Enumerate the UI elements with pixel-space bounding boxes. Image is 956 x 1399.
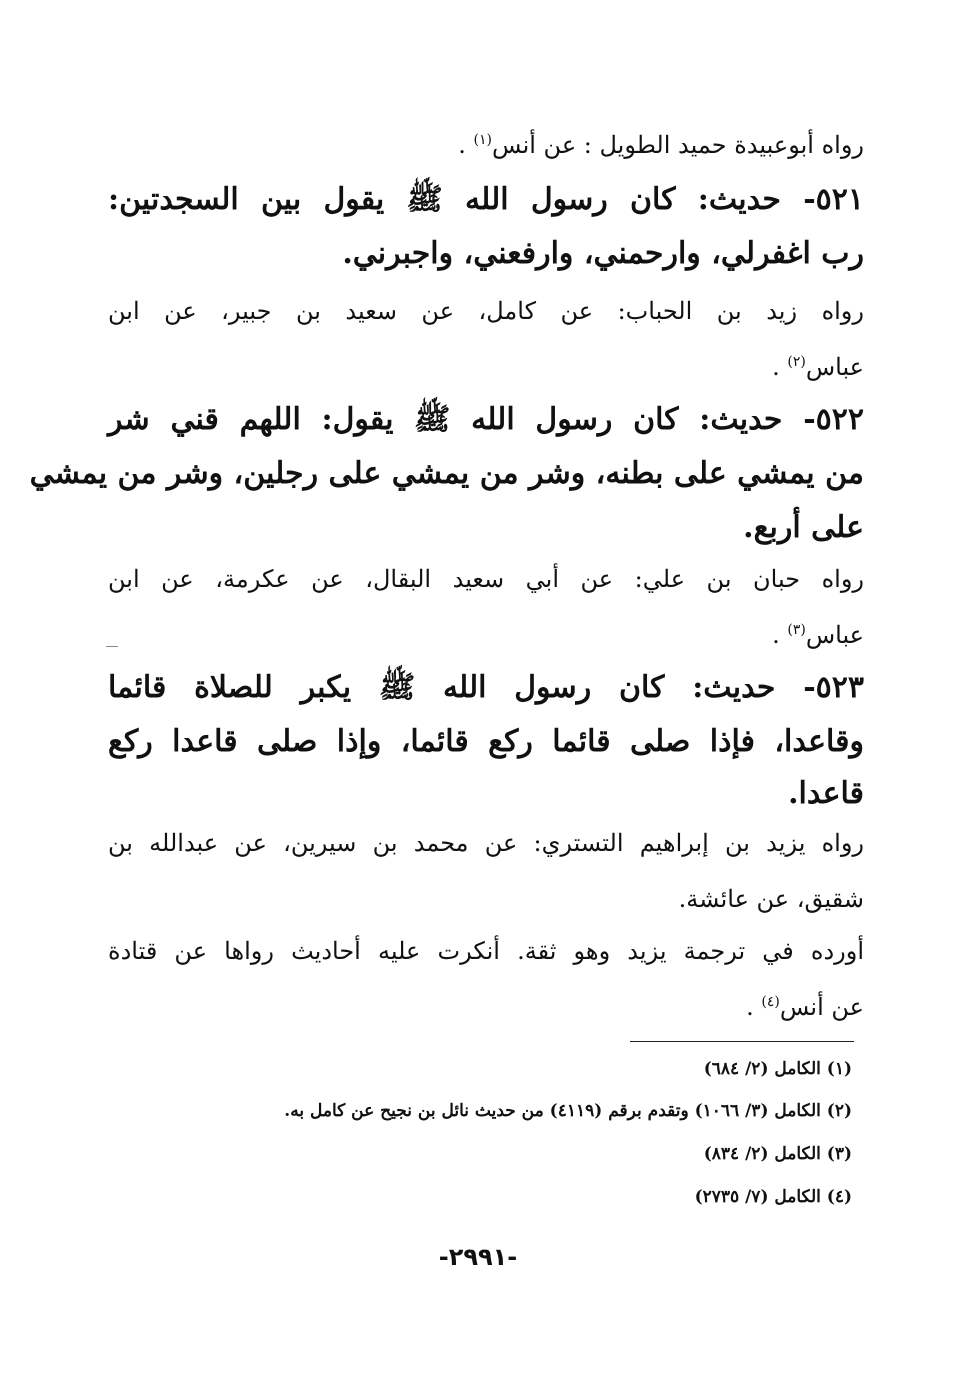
narration-522-line-2: عباس$^{(٣)}$ . bbox=[772, 621, 864, 649]
hadith-522-line-1: ٥٢٢- حديث: كان رسول الله ﷺ يقول: اللهم قني شر bbox=[108, 402, 864, 437]
page-number: -٢٩٩١- bbox=[438, 1243, 518, 1271]
footnote-4: (٤) الكامل (٧/ ٢٧٣٥) bbox=[694, 1187, 852, 1207]
footnote-1: (١) الكامل (٢/ ٦٨٤) bbox=[703, 1059, 852, 1079]
footnote-ref[interactable]: (٣) bbox=[787, 622, 806, 638]
footnote-separator bbox=[630, 1041, 854, 1042]
narration-522-line-1: رواه حبان بن علي: عن أبي سعيد البقال، عن عكرمة، عن ابن bbox=[108, 565, 864, 593]
narration-521-line-1: رواه زيد بن الحباب: عن كامل، عن سعيد بن جبير، عن ابن bbox=[108, 297, 864, 325]
commentary-line-2: عن أنس$^{(٤)}$ . bbox=[746, 993, 864, 1021]
footnote-ref[interactable]: (٤) bbox=[761, 994, 780, 1010]
footnote-ref[interactable]: (٢) bbox=[787, 354, 806, 370]
narration-523-line-2: شقيق، عن عائشة. bbox=[678, 885, 864, 913]
scan-artifact bbox=[106, 646, 118, 647]
narration-line: رواه أبوعبيدة حميد الطويل : عن أنس$^{(١)}$ . bbox=[458, 131, 864, 159]
footnote-2: (٢) الكامل (٣/ ١٠٦٦) وتقدم برقم (٤١١٩) من حديث نائل بن نجيح عن كامل به. bbox=[284, 1101, 852, 1121]
hadith-523-line-1: ٥٢٣- حديث: كان رسول الله ﷺ يكبر للصلاة قائما bbox=[108, 670, 864, 705]
hadith-523-line-2: وقاعدا، فإذا صلى قائما ركع قائما، وإذا صلى قاعدا ركع bbox=[108, 724, 864, 759]
hadith-521-line-1: ٥٢١- حديث: كان رسول الله ﷺ يقول بين السجدتين: bbox=[108, 182, 864, 217]
footnote-ref[interactable]: (١) bbox=[473, 132, 492, 148]
hadith-521-line-2: رب اغفرلي، وارحمني، وارفعني، واجبرني. bbox=[342, 236, 864, 271]
commentary-line-1: أورده في ترجمة يزيد وهو ثقة. أنكرت عليه أحاديث رواها عن قتادة bbox=[108, 937, 864, 965]
hadith-522-line-3: على أربع. bbox=[743, 510, 864, 545]
narration-523-line-1: رواه يزيد بن إبراهيم التستري: عن محمد بن سيرين، عن عبدالله بن bbox=[108, 829, 864, 857]
hadith-523-line-3: قاعدا. bbox=[788, 776, 864, 811]
hadith-522-line-2: من يمشي على بطنه، وشر من يمشي على رجلين، وشر من يمشي bbox=[29, 456, 864, 491]
narration-521-line-2: عباس$^{(٢)}$ . bbox=[772, 353, 864, 381]
footnote-3: (٣) الكامل (٢/ ٨٣٤) bbox=[703, 1144, 852, 1164]
